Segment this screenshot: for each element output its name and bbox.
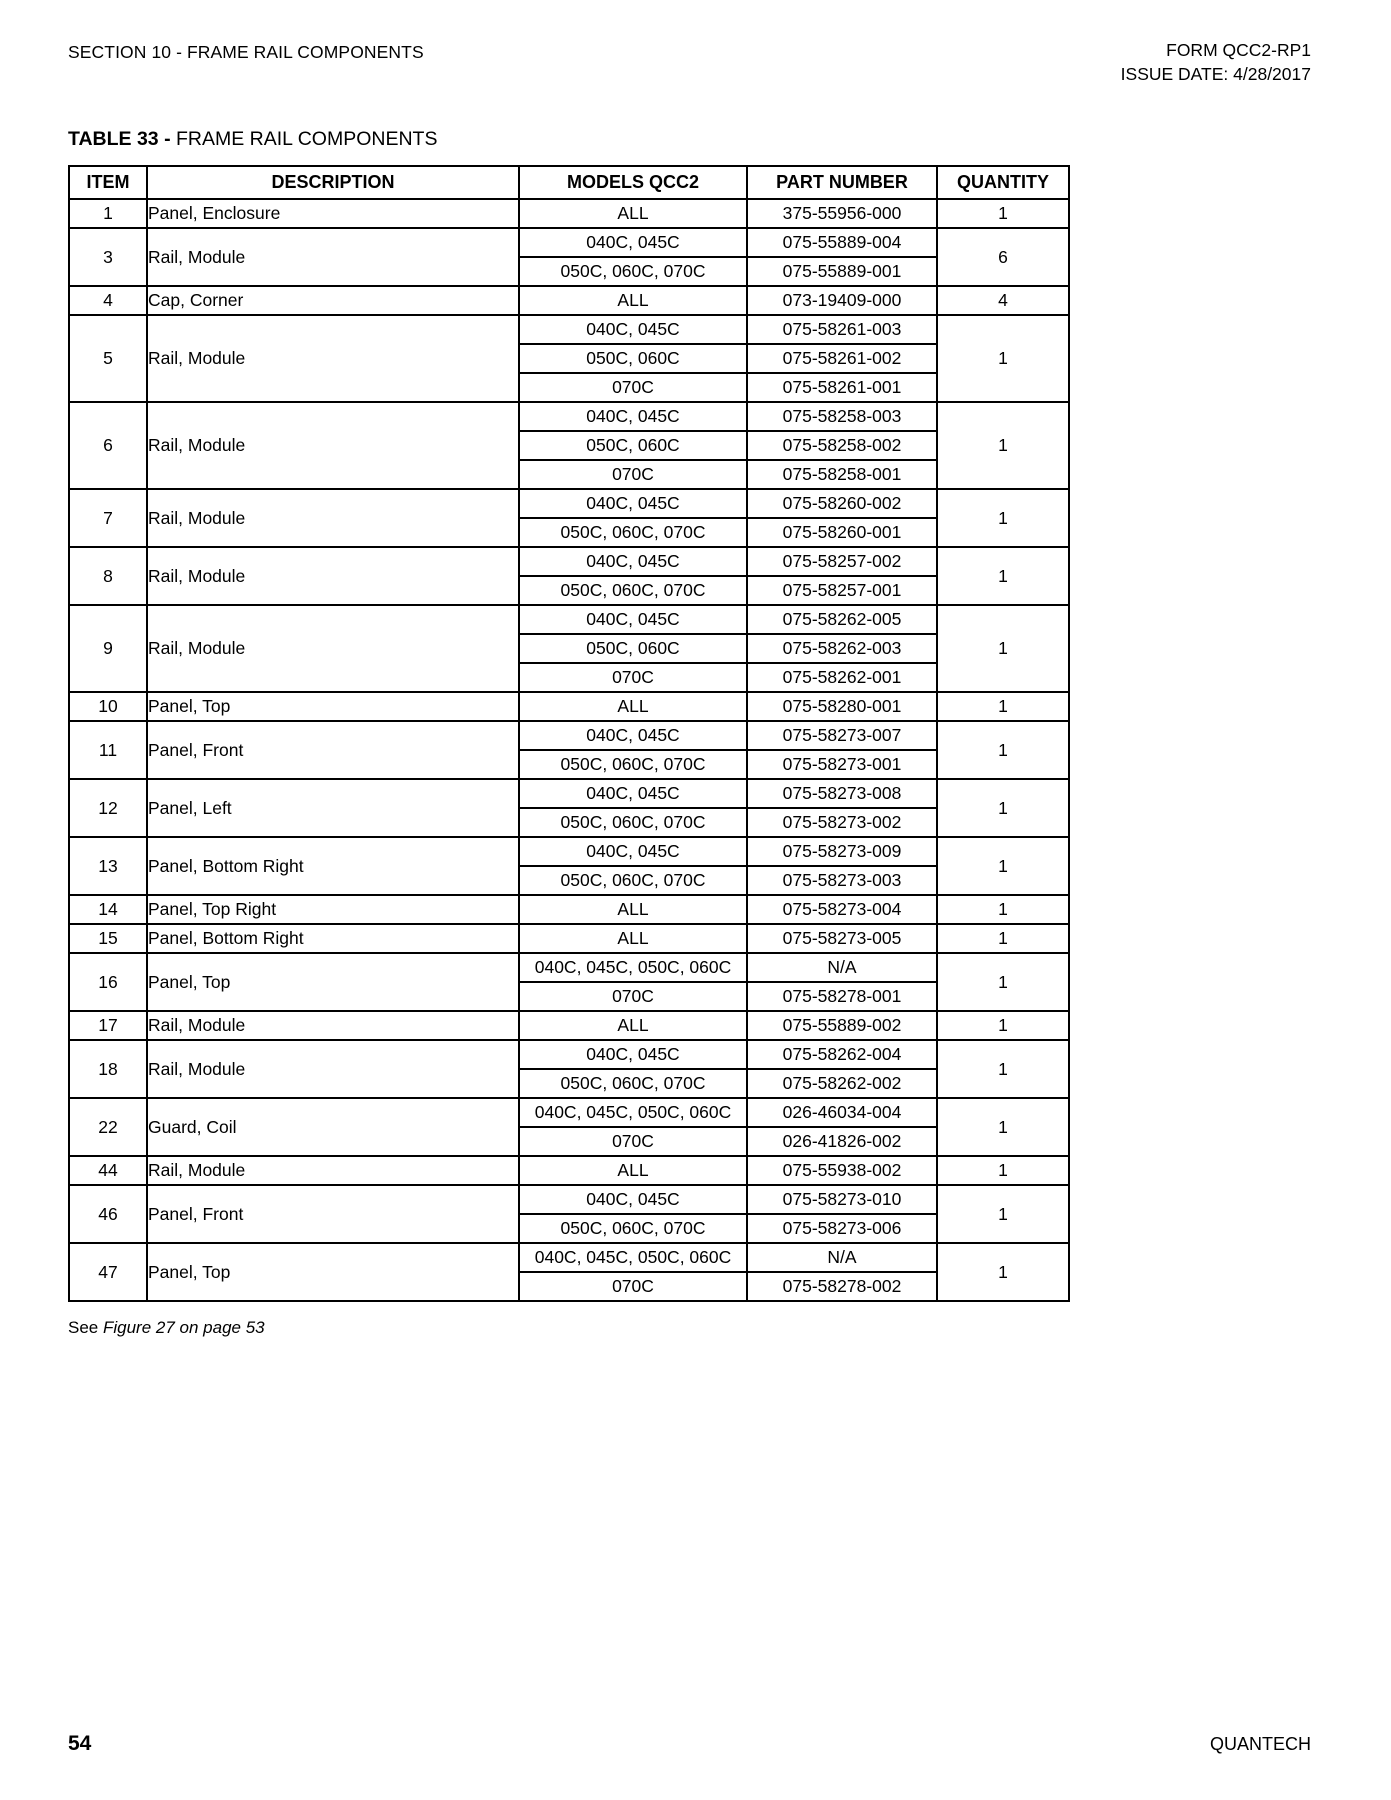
cell-models: 040C, 045C, 050C, 060C	[519, 1098, 747, 1127]
cell-part-number: 075-58261-003	[747, 315, 937, 344]
cell-item: 18	[69, 1040, 147, 1098]
table-row	[69, 1098, 1069, 1127]
cell-part-number: 075-58262-001	[747, 663, 937, 692]
cell-quantity: 1	[937, 489, 1069, 547]
table-row	[69, 837, 1069, 866]
cell-item: 17	[69, 1011, 147, 1040]
cell-part-number: 075-58280-001	[747, 692, 937, 721]
table-row	[69, 489, 1069, 518]
cell-item: 44	[69, 1156, 147, 1185]
section-title: SECTION 10 - FRAME RAIL COMPONENTS	[68, 42, 424, 62]
cell-part-number: N/A	[747, 953, 937, 982]
cell-models: 050C, 060C, 070C	[519, 257, 747, 286]
table-row	[69, 547, 1069, 576]
cell-item: 9	[69, 605, 147, 692]
cell-quantity: 6	[937, 228, 1069, 286]
cell-models: 040C, 045C, 050C, 060C	[519, 1243, 747, 1272]
cell-quantity: 1	[937, 924, 1069, 953]
cell-item: 10	[69, 692, 147, 721]
cell-models: ALL	[519, 1156, 747, 1185]
table-row	[69, 286, 1069, 315]
cell-quantity: 1	[937, 1040, 1069, 1098]
cell-quantity: 1	[937, 779, 1069, 837]
cell-part-number: 026-46034-004	[747, 1098, 937, 1127]
cell-part-number: 075-58260-002	[747, 489, 937, 518]
cell-models: 070C	[519, 1272, 747, 1301]
cell-part-number: 075-58262-003	[747, 634, 937, 663]
figure-reference: Figure 27 on page 53	[102, 1318, 265, 1337]
cell-quantity: 1	[937, 199, 1069, 228]
table-row	[69, 1243, 1069, 1272]
table-row	[69, 779, 1069, 808]
cell-models: 070C	[519, 1127, 747, 1156]
cell-description: Panel, Bottom Right	[147, 837, 519, 895]
cell-models: 040C, 045C	[519, 547, 747, 576]
cell-part-number: 075-58273-006	[747, 1214, 937, 1243]
table-caption-name: FRAME RAIL COMPONENTS	[175, 128, 438, 150]
cell-part-number: 075-58261-002	[747, 344, 937, 373]
cell-part-number: 075-58273-010	[747, 1185, 937, 1214]
cell-models: ALL	[519, 692, 747, 721]
column-header-quantity: QUANTITY	[937, 166, 1069, 199]
cell-item: 13	[69, 837, 147, 895]
cell-description: Rail, Module	[147, 315, 519, 402]
cell-models: 040C, 045C, 050C, 060C	[519, 953, 747, 982]
cell-description: Panel, Top Right	[147, 895, 519, 924]
cell-models: 070C	[519, 373, 747, 402]
table-body	[69, 199, 1069, 1301]
cell-part-number: 075-58261-001	[747, 373, 937, 402]
cell-quantity: 1	[937, 1185, 1069, 1243]
cell-models: 070C	[519, 460, 747, 489]
cell-models: 050C, 060C, 070C	[519, 1214, 747, 1243]
page-number: 54	[68, 1732, 92, 1755]
cell-item: 46	[69, 1185, 147, 1243]
cell-quantity: 1	[937, 547, 1069, 605]
cell-part-number: 075-55889-004	[747, 228, 937, 257]
cell-quantity: 1	[937, 315, 1069, 402]
table-row	[69, 402, 1069, 431]
cell-models: 050C, 060C, 070C	[519, 1069, 747, 1098]
cell-description: Panel, Front	[147, 1185, 519, 1243]
cell-description: Panel, Left	[147, 779, 519, 837]
cell-description: Cap, Corner	[147, 286, 519, 315]
cell-quantity: 1	[937, 1156, 1069, 1185]
cell-models: 040C, 045C	[519, 779, 747, 808]
cell-description: Rail, Module	[147, 1156, 519, 1185]
cell-description: Panel, Bottom Right	[147, 924, 519, 953]
cell-models: 040C, 045C	[519, 402, 747, 431]
cell-models: 040C, 045C	[519, 1185, 747, 1214]
cell-part-number: 026-41826-002	[747, 1127, 937, 1156]
cell-part-number: 075-58273-002	[747, 808, 937, 837]
cell-description: Rail, Module	[147, 228, 519, 286]
figure-note-prefix: See	[68, 1318, 103, 1337]
cell-models: 050C, 060C	[519, 344, 747, 373]
cell-models: ALL	[519, 895, 747, 924]
cell-part-number: 075-58262-005	[747, 605, 937, 634]
cell-item: 14	[69, 895, 147, 924]
cell-description: Rail, Module	[147, 605, 519, 692]
cell-description: Rail, Module	[147, 1040, 519, 1098]
cell-item: 15	[69, 924, 147, 953]
cell-description: Rail, Module	[147, 1011, 519, 1040]
cell-description: Rail, Module	[147, 489, 519, 547]
table-row	[69, 315, 1069, 344]
cell-models: 050C, 060C	[519, 634, 747, 663]
page-header	[68, 38, 1327, 90]
cell-models: 050C, 060C, 070C	[519, 576, 747, 605]
cell-models: 040C, 045C	[519, 837, 747, 866]
document-meta	[1121, 38, 1327, 86]
cell-quantity: 1	[937, 895, 1069, 924]
cell-models: ALL	[519, 1011, 747, 1040]
cell-quantity: 1	[937, 692, 1069, 721]
cell-part-number: 075-58273-005	[747, 924, 937, 953]
form-number: FORM QCC2-RP1	[1166, 40, 1311, 60]
cell-item: 8	[69, 547, 147, 605]
cell-item: 3	[69, 228, 147, 286]
cell-item: 5	[69, 315, 147, 402]
cell-description: Panel, Top	[147, 692, 519, 721]
cell-part-number: 075-58257-001	[747, 576, 937, 605]
cell-part-number: 075-58278-002	[747, 1272, 937, 1301]
cell-description: Panel, Front	[147, 721, 519, 779]
table-row	[69, 924, 1069, 953]
table-caption	[68, 128, 1327, 151]
figure-note	[68, 1318, 1327, 1338]
table-caption-label: TABLE 33 -	[68, 128, 176, 150]
cell-part-number: 075-58257-002	[747, 547, 937, 576]
column-header-description: DESCRIPTION	[147, 166, 519, 199]
cell-quantity: 4	[937, 286, 1069, 315]
cell-item: 6	[69, 402, 147, 489]
cell-part-number: 075-55938-002	[747, 1156, 937, 1185]
cell-item: 1	[69, 199, 147, 228]
cell-models: 040C, 045C	[519, 228, 747, 257]
cell-description: Guard, Coil	[147, 1098, 519, 1156]
table-row	[69, 199, 1069, 228]
cell-quantity: 1	[937, 837, 1069, 895]
frame-rail-components-table	[68, 165, 1070, 1302]
cell-models: 040C, 045C	[519, 1040, 747, 1069]
column-header-models: MODELS QCC2	[519, 166, 747, 199]
cell-description: Rail, Module	[147, 402, 519, 489]
cell-models: 050C, 060C, 070C	[519, 808, 747, 837]
cell-models: 040C, 045C	[519, 721, 747, 750]
column-header-part-number: PART NUMBER	[747, 166, 937, 199]
cell-part-number: 075-58273-007	[747, 721, 937, 750]
cell-models: 040C, 045C	[519, 489, 747, 518]
cell-quantity: 1	[937, 1243, 1069, 1301]
cell-models: ALL	[519, 924, 747, 953]
cell-description: Panel, Enclosure	[147, 199, 519, 228]
cell-part-number: 075-58273-008	[747, 779, 937, 808]
cell-models: 050C, 060C, 070C	[519, 518, 747, 547]
cell-part-number: 075-58262-004	[747, 1040, 937, 1069]
cell-part-number: 073-19409-000	[747, 286, 937, 315]
cell-part-number: 075-58273-004	[747, 895, 937, 924]
table-row	[69, 1040, 1069, 1069]
cell-item: 12	[69, 779, 147, 837]
cell-models: 040C, 045C	[519, 315, 747, 344]
cell-quantity: 1	[937, 953, 1069, 1011]
table-row	[69, 692, 1069, 721]
brand-name: QUANTECH	[1209, 1734, 1311, 1754]
cell-part-number: 075-58273-003	[747, 866, 937, 895]
cell-quantity: 1	[937, 1098, 1069, 1156]
table-row	[69, 1185, 1069, 1214]
cell-item: 7	[69, 489, 147, 547]
cell-part-number: 075-58258-001	[747, 460, 937, 489]
cell-models: 040C, 045C	[519, 605, 747, 634]
cell-description: Panel, Top	[147, 953, 519, 1011]
cell-item: 47	[69, 1243, 147, 1301]
cell-models: ALL	[519, 286, 747, 315]
cell-quantity: 1	[937, 1011, 1069, 1040]
cell-description: Rail, Module	[147, 547, 519, 605]
cell-models: 050C, 060C, 070C	[519, 866, 747, 895]
cell-models: 050C, 060C, 070C	[519, 750, 747, 779]
cell-part-number: 075-55889-001	[747, 257, 937, 286]
table-row	[69, 953, 1069, 982]
page-footer	[68, 1732, 1327, 1756]
cell-part-number: 375-55956-000	[747, 199, 937, 228]
cell-part-number: 075-58262-002	[747, 1069, 937, 1098]
table-row	[69, 1156, 1069, 1185]
cell-item: 16	[69, 953, 147, 1011]
cell-quantity: 1	[937, 721, 1069, 779]
cell-part-number: 075-58273-009	[747, 837, 937, 866]
cell-item: 4	[69, 286, 147, 315]
cell-item: 11	[69, 721, 147, 779]
table-header	[69, 166, 1069, 199]
cell-models: 070C	[519, 663, 747, 692]
cell-part-number: N/A	[747, 1243, 937, 1272]
cell-part-number: 075-58278-001	[747, 982, 937, 1011]
cell-quantity: 1	[937, 402, 1069, 489]
column-header-item: ITEM	[69, 166, 147, 199]
table-row	[69, 895, 1069, 924]
cell-description: Panel, Top	[147, 1243, 519, 1301]
table-header-row	[69, 166, 1069, 199]
cell-part-number: 075-55889-002	[747, 1011, 937, 1040]
issue-date: ISSUE DATE: 4/28/2017	[1120, 64, 1311, 85]
cell-quantity: 1	[937, 605, 1069, 692]
cell-part-number: 075-58273-001	[747, 750, 937, 779]
cell-part-number: 075-58258-002	[747, 431, 937, 460]
table-row	[69, 605, 1069, 634]
table-row	[69, 1011, 1069, 1040]
cell-part-number: 075-58260-001	[747, 518, 937, 547]
cell-part-number: 075-58258-003	[747, 402, 937, 431]
cell-item: 22	[69, 1098, 147, 1156]
table-row	[69, 228, 1069, 257]
cell-models: 070C	[519, 982, 747, 1011]
table-row	[69, 721, 1069, 750]
cell-models: ALL	[519, 199, 747, 228]
cell-models: 050C, 060C	[519, 431, 747, 460]
